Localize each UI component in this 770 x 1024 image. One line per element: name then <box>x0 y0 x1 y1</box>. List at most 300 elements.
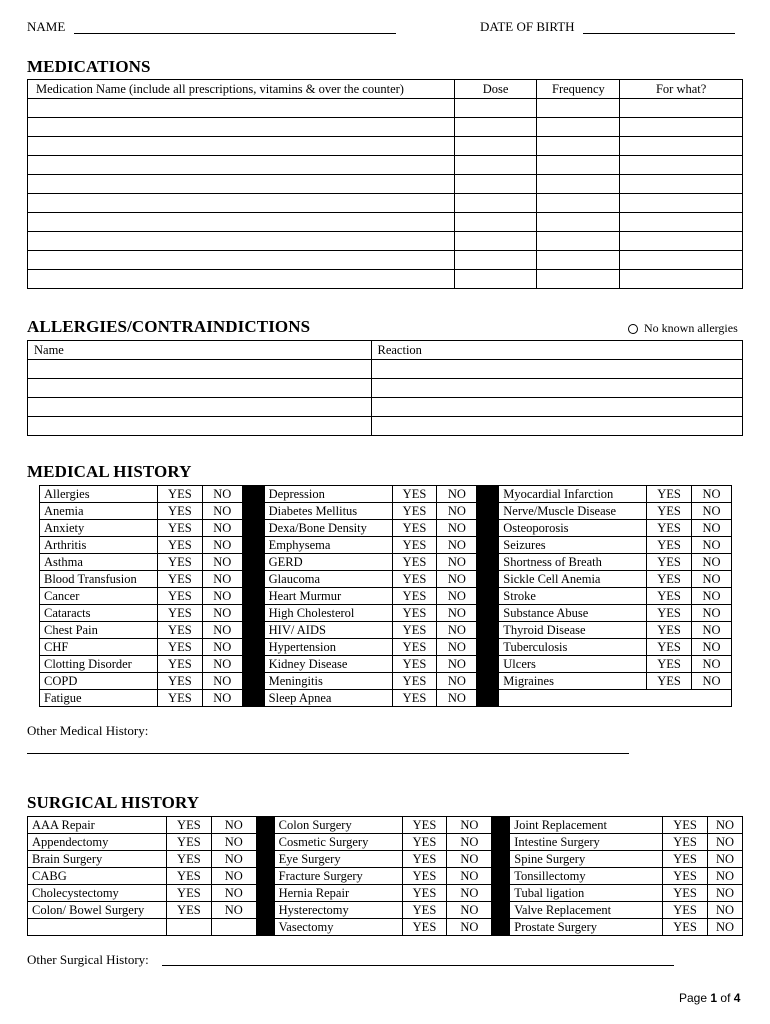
no-option[interactable]: NO <box>202 673 242 690</box>
separator-block <box>242 656 264 673</box>
yes-option[interactable]: YES <box>402 902 447 919</box>
medical_history-condition: Allergies <box>40 486 158 503</box>
medication-row <box>28 156 743 175</box>
yes-option[interactable]: YES <box>157 690 202 707</box>
medical_history-condition: CHF <box>40 639 158 656</box>
allergy-cell[interactable] <box>371 398 743 417</box>
yes-option[interactable]: YES <box>157 622 202 639</box>
medical_history-row <box>40 503 732 520</box>
medication-cell[interactable] <box>454 232 537 251</box>
yes-option[interactable]: YES <box>663 834 708 851</box>
medication-row <box>28 175 743 194</box>
no-option[interactable]: NO <box>707 902 742 919</box>
yes-option[interactable]: YES <box>647 639 692 656</box>
no-option[interactable]: NO <box>437 588 477 605</box>
yes-option[interactable]: YES <box>392 503 437 520</box>
no-option[interactable]: NO <box>211 902 256 919</box>
medical_history-condition: Arthritis <box>40 537 158 554</box>
medication-cell[interactable] <box>620 118 743 137</box>
surgical_history-condition: Valve Replacement <box>510 902 663 919</box>
yes-option[interactable]: YES <box>157 605 202 622</box>
surgical_history-row <box>28 868 743 885</box>
no-option[interactable]: NO <box>437 622 477 639</box>
medication-cell[interactable] <box>28 194 455 213</box>
medications-header: Dose <box>454 80 537 99</box>
medical_history-row <box>40 554 732 571</box>
empty-cell <box>166 919 211 936</box>
surgical_history-condition: Spine Surgery <box>510 851 663 868</box>
allergy-cell[interactable] <box>371 360 743 379</box>
yes-option[interactable]: YES <box>647 673 692 690</box>
medical_history-row <box>40 520 732 537</box>
medical_history-condition: COPD <box>40 673 158 690</box>
medication-cell[interactable] <box>537 118 620 137</box>
separator-block <box>242 554 264 571</box>
separator-block <box>256 885 274 902</box>
separator-block <box>477 656 499 673</box>
surgical_history-condition: Fracture Surgery <box>274 868 402 885</box>
no-option[interactable]: NO <box>447 851 492 868</box>
medical_history-condition: Glaucoma <box>264 571 392 588</box>
medication-cell[interactable] <box>454 99 537 118</box>
medical_history-condition: Cataracts <box>40 605 158 622</box>
medication-cell[interactable] <box>454 251 537 270</box>
medical_history-condition: Tuberculosis <box>499 639 647 656</box>
yes-option[interactable]: YES <box>402 817 447 834</box>
separator-block <box>256 919 274 936</box>
medication-cell[interactable] <box>28 137 455 156</box>
yes-option[interactable]: YES <box>166 885 211 902</box>
surgical-history-table <box>27 816 743 936</box>
no-option[interactable]: NO <box>707 868 742 885</box>
yes-option[interactable]: YES <box>392 571 437 588</box>
medical_history-condition: Blood Transfusion <box>40 571 158 588</box>
name-label: NAME <box>27 19 66 34</box>
page-prefix: Page <box>679 991 708 1005</box>
separator-block <box>477 588 499 605</box>
medication-cell[interactable] <box>28 156 455 175</box>
medication-row <box>28 118 743 137</box>
yes-option[interactable]: YES <box>157 656 202 673</box>
medical_history-condition: Anemia <box>40 503 158 520</box>
no-option[interactable]: NO <box>202 520 242 537</box>
yes-option[interactable]: YES <box>392 486 437 503</box>
medical_history-condition: Seizures <box>499 537 647 554</box>
separator-block <box>477 605 499 622</box>
surgical_history-condition: Brain Surgery <box>28 851 167 868</box>
separator-block <box>477 690 499 707</box>
medical_history-condition: Cancer <box>40 588 158 605</box>
medication-cell[interactable] <box>454 270 537 289</box>
yes-option[interactable]: YES <box>402 851 447 868</box>
yes-option[interactable]: YES <box>392 537 437 554</box>
yes-option[interactable]: YES <box>392 520 437 537</box>
allergies-header-row <box>28 341 743 360</box>
yes-option[interactable]: YES <box>663 851 708 868</box>
yes-option[interactable]: YES <box>647 656 692 673</box>
medication-cell[interactable] <box>454 213 537 232</box>
separator-block <box>477 486 499 503</box>
separator-block <box>242 673 264 690</box>
separator-block <box>492 868 510 885</box>
surgical_history-row <box>28 902 743 919</box>
no-option[interactable]: NO <box>202 656 242 673</box>
yes-option[interactable]: YES <box>392 554 437 571</box>
allergy-cell[interactable] <box>28 379 372 398</box>
no-option[interactable]: NO <box>437 554 477 571</box>
no-option[interactable]: NO <box>447 902 492 919</box>
no-option[interactable]: NO <box>692 520 732 537</box>
no-option[interactable]: NO <box>692 605 732 622</box>
no-option[interactable]: NO <box>211 834 256 851</box>
allergy-cell[interactable] <box>28 360 372 379</box>
medical_history-condition: Fatigue <box>40 690 158 707</box>
yes-option[interactable]: YES <box>166 868 211 885</box>
no-option[interactable]: NO <box>707 919 742 936</box>
medication-cell[interactable] <box>537 251 620 270</box>
medication-cell[interactable] <box>28 232 455 251</box>
no-option[interactable]: NO <box>437 520 477 537</box>
yes-option[interactable]: YES <box>166 902 211 919</box>
medications-title: MEDICATIONS <box>27 57 151 76</box>
separator-block <box>256 868 274 885</box>
surgical-history-title: SURGICAL HISTORY <box>27 793 200 812</box>
yes-option[interactable]: YES <box>392 690 437 707</box>
other-medical-history-label: Other Medical History: <box>27 723 149 738</box>
no-option[interactable]: NO <box>707 834 742 851</box>
medical_history-condition: Emphysema <box>264 537 392 554</box>
yes-option[interactable]: YES <box>392 656 437 673</box>
no-option[interactable]: NO <box>437 486 477 503</box>
yes-option[interactable]: YES <box>157 486 202 503</box>
surgical_history-row <box>28 919 743 936</box>
medical_history-row <box>40 639 732 656</box>
medication-cell[interactable] <box>620 156 743 175</box>
no-option[interactable]: NO <box>692 656 732 673</box>
no-option[interactable]: NO <box>211 868 256 885</box>
yes-option[interactable]: YES <box>157 571 202 588</box>
separator-block <box>242 690 264 707</box>
yes-option[interactable]: YES <box>392 605 437 622</box>
yes-option[interactable]: YES <box>402 834 447 851</box>
medication-cell[interactable] <box>454 175 537 194</box>
medical_history-condition: Heart Murmur <box>264 588 392 605</box>
no-option[interactable]: NO <box>447 919 492 936</box>
medical_history-condition: Nerve/Muscle Disease <box>499 503 647 520</box>
medical_history-row <box>40 622 732 639</box>
separator-block <box>477 571 499 588</box>
allergy-cell[interactable] <box>371 379 743 398</box>
no-option[interactable]: NO <box>437 673 477 690</box>
medical_history-condition: Thyroid Disease <box>499 622 647 639</box>
medication-cell[interactable] <box>620 213 743 232</box>
medical_history-condition: Stroke <box>499 588 647 605</box>
yes-option[interactable]: YES <box>647 537 692 554</box>
separator-block <box>477 503 499 520</box>
medication-row <box>28 232 743 251</box>
no-option[interactable]: NO <box>692 537 732 554</box>
medical_history-condition: Diabetes Mellitus <box>264 503 392 520</box>
separator-block <box>242 520 264 537</box>
medical_history-condition: Shortness of Breath <box>499 554 647 571</box>
medical_history-row <box>40 605 732 622</box>
surgical_history-condition: Cholecystectomy <box>28 885 167 902</box>
medication-row <box>28 99 743 118</box>
medication-cell[interactable] <box>537 213 620 232</box>
medications-header-row <box>28 80 743 99</box>
dob-field[interactable] <box>583 33 735 34</box>
surgical_history-row <box>28 834 743 851</box>
no-option[interactable]: NO <box>202 588 242 605</box>
surgical_history-condition: Colon Surgery <box>274 817 402 834</box>
no-option[interactable]: NO <box>447 834 492 851</box>
no-option[interactable]: NO <box>202 503 242 520</box>
medication-cell[interactable] <box>620 194 743 213</box>
no-option[interactable]: NO <box>437 605 477 622</box>
separator-block <box>256 902 274 919</box>
no-option[interactable]: NO <box>202 605 242 622</box>
yes-option[interactable]: YES <box>157 588 202 605</box>
allergies-header: Reaction <box>371 341 743 360</box>
medical_history-condition: Anxiety <box>40 520 158 537</box>
no-option[interactable]: NO <box>202 571 242 588</box>
medical_history-condition: Osteoporosis <box>499 520 647 537</box>
medication-cell[interactable] <box>537 194 620 213</box>
medication-cell[interactable] <box>454 118 537 137</box>
medication-cell[interactable] <box>28 99 455 118</box>
no-option[interactable]: NO <box>707 851 742 868</box>
allergy-cell[interactable] <box>28 398 372 417</box>
page-number <box>679 991 740 1005</box>
no-option[interactable]: NO <box>447 885 492 902</box>
separator-block <box>256 851 274 868</box>
yes-option[interactable]: YES <box>663 919 708 936</box>
empty-cell <box>211 919 256 936</box>
other-surgical-history-field[interactable] <box>162 965 674 966</box>
medical_history-row <box>40 537 732 554</box>
no-option[interactable]: NO <box>437 571 477 588</box>
medical_history-condition <box>499 690 732 707</box>
medical_history-condition: Meningitis <box>264 673 392 690</box>
no-option[interactable]: NO <box>202 554 242 571</box>
separator-block <box>492 885 510 902</box>
dob-label: DATE OF BIRTH <box>480 19 575 34</box>
no-option[interactable]: NO <box>437 503 477 520</box>
yes-option[interactable]: YES <box>647 520 692 537</box>
yes-option[interactable]: YES <box>392 588 437 605</box>
surgical_history-condition: Joint Replacement <box>510 817 663 834</box>
no-option[interactable]: NO <box>447 817 492 834</box>
no-known-allergies-option[interactable] <box>628 321 738 336</box>
yes-option[interactable]: YES <box>157 673 202 690</box>
separator-block <box>477 673 499 690</box>
allergy-row <box>28 379 743 398</box>
allergy-row <box>28 398 743 417</box>
medical_history-row <box>40 673 732 690</box>
medication-cell[interactable] <box>537 175 620 194</box>
separator-block <box>492 834 510 851</box>
medication-cell[interactable] <box>28 175 455 194</box>
medical_history-condition: Dexa/Bone Density <box>264 520 392 537</box>
no-option[interactable]: NO <box>437 537 477 554</box>
yes-option[interactable]: YES <box>166 834 211 851</box>
separator-block <box>477 537 499 554</box>
medical_history-row <box>40 588 732 605</box>
surgical_history-condition: Cosmetic Surgery <box>274 834 402 851</box>
yes-option[interactable]: YES <box>157 503 202 520</box>
yes-option[interactable]: YES <box>392 673 437 690</box>
medical_history-condition: Depression <box>264 486 392 503</box>
no-option[interactable]: NO <box>707 885 742 902</box>
medication-cell[interactable] <box>620 251 743 270</box>
other-medical-history-field[interactable] <box>27 753 629 754</box>
no-option[interactable]: NO <box>211 851 256 868</box>
no-option[interactable]: NO <box>211 817 256 834</box>
yes-option[interactable]: YES <box>166 817 211 834</box>
yes-option[interactable]: YES <box>392 622 437 639</box>
no-option[interactable]: NO <box>202 537 242 554</box>
medication-cell[interactable] <box>28 118 455 137</box>
separator-block <box>242 639 264 656</box>
separator-block <box>242 571 264 588</box>
other-surgical-history-label: Other Surgical History: <box>27 952 149 967</box>
medical_history-condition: Migraines <box>499 673 647 690</box>
medical_history-condition: Substance Abuse <box>499 605 647 622</box>
medical_history-condition: Clotting Disorder <box>40 656 158 673</box>
yes-option[interactable]: YES <box>402 919 447 936</box>
separator-block <box>477 639 499 656</box>
medication-cell[interactable] <box>28 251 455 270</box>
medication-cell[interactable] <box>537 99 620 118</box>
yes-option[interactable]: YES <box>647 622 692 639</box>
allergies-table <box>27 340 743 436</box>
radio-icon[interactable] <box>628 324 638 334</box>
yes-option[interactable]: YES <box>663 902 708 919</box>
medication-row <box>28 270 743 289</box>
no-option[interactable]: NO <box>692 486 732 503</box>
separator-block <box>242 588 264 605</box>
surgical_history-condition: Tubal ligation <box>510 885 663 902</box>
no-option[interactable]: NO <box>202 622 242 639</box>
medication-cell[interactable] <box>537 137 620 156</box>
surgical_history-condition: Hysterectomy <box>274 902 402 919</box>
name-field[interactable] <box>74 33 396 34</box>
separator-block <box>492 902 510 919</box>
yes-option[interactable]: YES <box>166 851 211 868</box>
medication-row <box>28 194 743 213</box>
yes-option[interactable]: YES <box>402 868 447 885</box>
surgical_history-row <box>28 885 743 902</box>
surgical_history-condition: Colon/ Bowel Surgery <box>28 902 167 919</box>
surgical_history-condition: CABG <box>28 868 167 885</box>
separator-block <box>256 834 274 851</box>
medical-history-title: MEDICAL HISTORY <box>27 462 192 481</box>
yes-option[interactable]: YES <box>647 588 692 605</box>
no-option[interactable]: NO <box>437 690 477 707</box>
no-option[interactable]: NO <box>692 588 732 605</box>
medical_history-condition: High Cholesterol <box>264 605 392 622</box>
medication-cell[interactable] <box>454 156 537 175</box>
allergy-cell[interactable] <box>28 417 372 436</box>
medication-cell[interactable] <box>537 232 620 251</box>
yes-option[interactable]: YES <box>647 503 692 520</box>
yes-option[interactable]: YES <box>157 554 202 571</box>
no-option[interactable]: NO <box>692 554 732 571</box>
yes-option[interactable]: YES <box>663 885 708 902</box>
medication-cell[interactable] <box>620 232 743 251</box>
allergy-row <box>28 417 743 436</box>
medication-cell[interactable] <box>620 99 743 118</box>
no-option[interactable]: NO <box>692 639 732 656</box>
medication-cell[interactable] <box>28 270 455 289</box>
allergies-header: Name <box>28 341 372 360</box>
medical_history-row <box>40 486 732 503</box>
medical_history-condition: Asthma <box>40 554 158 571</box>
medication-cell[interactable] <box>28 213 455 232</box>
surgical_history-condition: Appendectomy <box>28 834 167 851</box>
medication-cell[interactable] <box>620 137 743 156</box>
no-option[interactable]: NO <box>692 571 732 588</box>
yes-option[interactable]: YES <box>157 639 202 656</box>
medication-cell[interactable] <box>537 270 620 289</box>
no-option[interactable]: NO <box>211 885 256 902</box>
medication-cell[interactable] <box>620 175 743 194</box>
no-option[interactable]: NO <box>447 868 492 885</box>
separator-block <box>492 919 510 936</box>
no-option[interactable]: NO <box>692 503 732 520</box>
medical_history-row <box>40 571 732 588</box>
medication-cell[interactable] <box>537 156 620 175</box>
medications-header: For what? <box>620 80 743 99</box>
medication-cell[interactable] <box>620 270 743 289</box>
no-option[interactable]: NO <box>202 639 242 656</box>
no-option[interactable]: NO <box>437 656 477 673</box>
separator-block <box>242 605 264 622</box>
separator-block <box>477 622 499 639</box>
no-option[interactable]: NO <box>437 639 477 656</box>
separator-block <box>242 503 264 520</box>
medication-cell[interactable] <box>454 137 537 156</box>
surgical_history-condition: Hernia Repair <box>274 885 402 902</box>
medical_history-condition: GERD <box>264 554 392 571</box>
yes-option[interactable]: YES <box>647 571 692 588</box>
yes-option[interactable]: YES <box>647 486 692 503</box>
yes-option[interactable]: YES <box>647 554 692 571</box>
yes-option[interactable]: YES <box>663 868 708 885</box>
medical_history-row <box>40 690 732 707</box>
medication-row <box>28 213 743 232</box>
yes-option[interactable]: YES <box>647 605 692 622</box>
no-option[interactable]: NO <box>707 817 742 834</box>
yes-option[interactable]: YES <box>157 537 202 554</box>
yes-option[interactable]: YES <box>663 817 708 834</box>
yes-option[interactable]: YES <box>392 639 437 656</box>
no-option[interactable]: NO <box>692 622 732 639</box>
no-known-allergies-label: No known allergies <box>644 321 738 335</box>
no-option[interactable]: NO <box>692 673 732 690</box>
yes-option[interactable]: YES <box>402 885 447 902</box>
medications-header: Frequency <box>537 80 620 99</box>
yes-option[interactable]: YES <box>157 520 202 537</box>
allergy-cell[interactable] <box>371 417 743 436</box>
separator-block <box>492 817 510 834</box>
no-option[interactable]: NO <box>202 690 242 707</box>
no-option[interactable]: NO <box>202 486 242 503</box>
medication-cell[interactable] <box>454 194 537 213</box>
medical-history-table <box>39 485 732 707</box>
surgical_history-row <box>28 851 743 868</box>
separator-block <box>477 520 499 537</box>
